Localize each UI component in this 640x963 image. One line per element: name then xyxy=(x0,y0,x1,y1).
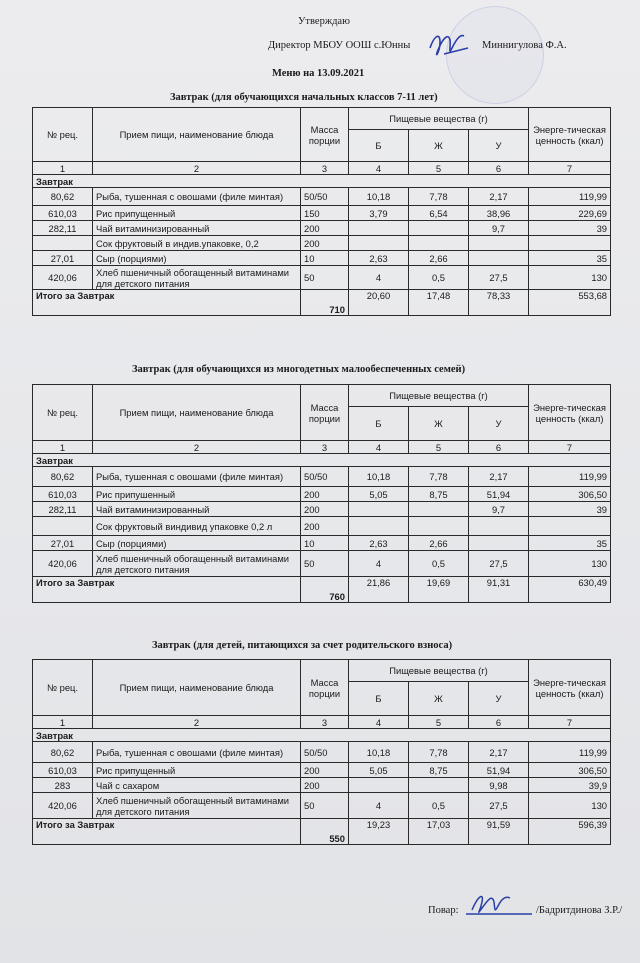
carbs: 2,17 xyxy=(469,742,529,763)
energy: 119,99 xyxy=(529,188,611,206)
column-number: 7 xyxy=(529,441,611,454)
col-nutrients-header: Пищевые вещества (г) xyxy=(349,385,529,407)
col-zh-header: Ж xyxy=(409,407,469,441)
energy: 130 xyxy=(529,266,611,290)
header-row xyxy=(33,108,611,130)
table-row xyxy=(33,763,611,778)
protein xyxy=(349,502,409,517)
column-number: 1 xyxy=(33,441,93,454)
director-name: Миннигулова Ф.А. xyxy=(482,40,567,51)
total-row xyxy=(33,290,611,316)
carbs xyxy=(469,236,529,251)
approve-label: Утверждаю xyxy=(298,16,350,27)
column-number-row xyxy=(33,441,611,454)
total-mass: 760 xyxy=(301,577,349,603)
col-energy-header: Энерге-тическая ценность (ккал) xyxy=(529,385,611,441)
menu-table-2 xyxy=(32,384,611,603)
director-line: Директор МБОУ ООШ с.Юнны xyxy=(268,40,411,51)
fat: 2,66 xyxy=(409,536,469,551)
col-nutrients-header: Пищевые вещества (г) xyxy=(349,108,529,130)
protein: 10,18 xyxy=(349,742,409,763)
column-number-row xyxy=(33,162,611,175)
protein xyxy=(349,236,409,251)
dish-name: Рис припущенный xyxy=(93,763,301,778)
dish-name: Хлеб пшеничный обогащенный витаминами для детского питания xyxy=(93,266,301,290)
carbs: 9,7 xyxy=(469,221,529,236)
column-number: 1 xyxy=(33,716,93,729)
dish-name: Рыба, тушенная с овошами (филе минтая) xyxy=(93,188,301,206)
total-protein: 19,23 xyxy=(349,819,409,845)
column-number: 3 xyxy=(301,162,349,175)
column-number: 4 xyxy=(349,716,409,729)
meal-row xyxy=(33,175,611,188)
rec-number: 610,03 xyxy=(33,763,93,778)
header-row xyxy=(33,660,611,682)
protein: 4 xyxy=(349,793,409,819)
col-energy-header: Энерге-тическая ценность (ккал) xyxy=(529,108,611,162)
mass: 50 xyxy=(301,551,349,577)
col-dish-header: Прием пищи, наименование блюда xyxy=(93,108,301,162)
mass: 200 xyxy=(301,221,349,236)
menu-table-1 xyxy=(32,107,611,316)
section-3-title: Завтрак (для детей, питающихся за счет родительского взноса) xyxy=(152,640,453,651)
mass: 200 xyxy=(301,778,349,793)
carbs: 27,5 xyxy=(469,551,529,577)
menu-table-3 xyxy=(32,659,611,845)
energy: 39 xyxy=(529,221,611,236)
protein: 2,63 xyxy=(349,536,409,551)
total-energy: 553,68 xyxy=(529,290,611,316)
rec-number xyxy=(33,517,93,536)
col-mass-header: Масса порции xyxy=(301,385,349,441)
col-b-header: Б xyxy=(349,130,409,162)
energy xyxy=(529,517,611,536)
fat: 7,78 xyxy=(409,742,469,763)
carbs: 51,94 xyxy=(469,487,529,502)
col-mass-header: Масса порции xyxy=(301,108,349,162)
carbs: 27,5 xyxy=(469,793,529,819)
dish-name: Чай витаминизированный xyxy=(93,502,301,517)
table-row xyxy=(33,793,611,819)
dish-name: Рис припущенный xyxy=(93,206,301,221)
column-number: 5 xyxy=(409,162,469,175)
rec-number xyxy=(33,236,93,251)
total-energy: 630,49 xyxy=(529,577,611,603)
energy: 119,99 xyxy=(529,742,611,763)
col-b-header: Б xyxy=(349,407,409,441)
dish-name: Рис припушенный xyxy=(93,487,301,502)
dish-name: Сыр (порциями) xyxy=(93,251,301,266)
fat xyxy=(409,517,469,536)
rec-number: 610,03 xyxy=(33,487,93,502)
cook-label: Повар: xyxy=(428,905,459,916)
total-mass: 710 xyxy=(301,290,349,316)
energy: 306,50 xyxy=(529,487,611,502)
table-row xyxy=(33,188,611,206)
column-number: 7 xyxy=(529,716,611,729)
protein: 5,05 xyxy=(349,763,409,778)
column-number: 2 xyxy=(93,162,301,175)
dish-name: Сок фруктовый виндивид упаковке 0,2 л xyxy=(93,517,301,536)
total-fat: 17,48 xyxy=(409,290,469,316)
meal-row xyxy=(33,454,611,467)
rec-number: 27,01 xyxy=(33,251,93,266)
protein: 10,18 xyxy=(349,188,409,206)
carbs: 51,94 xyxy=(469,763,529,778)
carbs: 27,5 xyxy=(469,266,529,290)
column-number: 4 xyxy=(349,441,409,454)
mass: 200 xyxy=(301,517,349,536)
total-row xyxy=(33,819,611,845)
col-energy-header: Энерге-тическая ценность (ккал) xyxy=(529,660,611,716)
energy: 39,9 xyxy=(529,778,611,793)
total-label: Итого за Завтрак xyxy=(33,577,301,603)
col-zh-header: Ж xyxy=(409,130,469,162)
dish-name: Рыба, тушенная с овошами (филе минтая) xyxy=(93,467,301,487)
menu-title: Меню на 13.09.2021 xyxy=(272,68,365,79)
total-label: Итого за Завтрак xyxy=(33,290,301,316)
fat: 7,78 xyxy=(409,188,469,206)
mass: 10 xyxy=(301,536,349,551)
col-dish-header: Прием пищи, наименование блюда xyxy=(93,660,301,716)
dish-name: Сыр (порциями) xyxy=(93,536,301,551)
column-number: 6 xyxy=(469,162,529,175)
energy: 35 xyxy=(529,536,611,551)
energy xyxy=(529,236,611,251)
dish-name: Чай витаминизированный xyxy=(93,221,301,236)
header-row xyxy=(33,385,611,407)
dish-name: Хлеб пшеничный обогащенный витаминами для детского питания xyxy=(93,793,301,819)
fat: 8,75 xyxy=(409,763,469,778)
mass: 50 xyxy=(301,793,349,819)
col-dish-header: Прием пищи, наименование блюда xyxy=(93,385,301,441)
fat: 8,75 xyxy=(409,487,469,502)
table-row xyxy=(33,206,611,221)
energy: 130 xyxy=(529,793,611,819)
carbs xyxy=(469,251,529,266)
director-signature xyxy=(424,26,472,64)
section-2-title: Завтрак (для обучающихся из многодетных малообеспеченных семей) xyxy=(132,364,466,375)
col-nutrients-header: Пищевые вещества (г) xyxy=(349,660,529,682)
rec-number: 420,06 xyxy=(33,266,93,290)
fat: 7,78 xyxy=(409,467,469,487)
protein xyxy=(349,221,409,236)
total-protein: 21,86 xyxy=(349,577,409,603)
table-row xyxy=(33,266,611,290)
col-u-header: У xyxy=(469,682,529,716)
total-fat: 17,03 xyxy=(409,819,469,845)
energy: 35 xyxy=(529,251,611,266)
dish-name: Чай с сахаром xyxy=(93,778,301,793)
fat: 0,5 xyxy=(409,793,469,819)
total-mass: 550 xyxy=(301,819,349,845)
col-u-header: У xyxy=(469,130,529,162)
mass: 200 xyxy=(301,502,349,517)
column-number: 7 xyxy=(529,162,611,175)
rec-number: 283 xyxy=(33,778,93,793)
column-number: 6 xyxy=(469,716,529,729)
mass: 10 xyxy=(301,251,349,266)
column-number: 4 xyxy=(349,162,409,175)
table-row xyxy=(33,487,611,502)
total-fat: 19,69 xyxy=(409,577,469,603)
meal-label: Завтрак xyxy=(33,729,611,742)
carbs: 9,98 xyxy=(469,778,529,793)
carbs: 38,96 xyxy=(469,206,529,221)
mass: 50 xyxy=(301,266,349,290)
protein: 2,63 xyxy=(349,251,409,266)
table-row xyxy=(33,778,611,793)
table-row xyxy=(33,221,611,236)
dish-name: Рыба, тушенная с овошами (филе минтая) xyxy=(93,742,301,763)
rec-number: 80,62 xyxy=(33,188,93,206)
mass: 200 xyxy=(301,763,349,778)
dish-name: Сок фруктовый в индив.упаковке, 0,2 xyxy=(93,236,301,251)
column-number: 2 xyxy=(93,441,301,454)
protein: 4 xyxy=(349,266,409,290)
fat: 0,5 xyxy=(409,266,469,290)
energy: 130 xyxy=(529,551,611,577)
col-rec-header: № рец. xyxy=(33,385,93,441)
table-row xyxy=(33,517,611,536)
col-u-header: У xyxy=(469,407,529,441)
col-rec-header: № рец. xyxy=(33,660,93,716)
rec-number: 80,62 xyxy=(33,467,93,487)
energy: 119,99 xyxy=(529,467,611,487)
protein: 4 xyxy=(349,551,409,577)
column-number-row xyxy=(33,716,611,729)
total-carbs: 91,31 xyxy=(469,577,529,603)
carbs: 2,17 xyxy=(469,188,529,206)
rec-number: 282,11 xyxy=(33,221,93,236)
rec-number: 282,11 xyxy=(33,502,93,517)
cook-name: /Бадритдинова З.Р./ xyxy=(536,905,623,916)
carbs xyxy=(469,517,529,536)
mass: 200 xyxy=(301,487,349,502)
fat: 0,5 xyxy=(409,551,469,577)
carbs: 9,7 xyxy=(469,502,529,517)
fat xyxy=(409,236,469,251)
total-row xyxy=(33,577,611,603)
table-row xyxy=(33,502,611,517)
energy: 39 xyxy=(529,502,611,517)
mass: 50/50 xyxy=(301,467,349,487)
col-zh-header: Ж xyxy=(409,682,469,716)
table-row xyxy=(33,742,611,763)
protein: 5,05 xyxy=(349,487,409,502)
carbs xyxy=(469,536,529,551)
section-1-title: Завтрак (для обучающихся начальных классов 7-11 лет) xyxy=(170,92,438,103)
fat xyxy=(409,502,469,517)
meal-label: Завтрак xyxy=(33,454,611,467)
rec-number: 80,62 xyxy=(33,742,93,763)
column-number: 5 xyxy=(409,716,469,729)
rec-number: 420,06 xyxy=(33,793,93,819)
protein xyxy=(349,517,409,536)
column-number: 3 xyxy=(301,716,349,729)
protein: 10,18 xyxy=(349,467,409,487)
total-label: Итого за Завтрак xyxy=(33,819,301,845)
fat: 2,66 xyxy=(409,251,469,266)
protein xyxy=(349,778,409,793)
energy: 306,50 xyxy=(529,763,611,778)
rec-number: 27,01 xyxy=(33,536,93,551)
table-row xyxy=(33,236,611,251)
mass: 50/50 xyxy=(301,188,349,206)
dish-name: Хлеб пшеничный обогащенный витаминами для детского питания xyxy=(93,551,301,577)
rec-number: 610,03 xyxy=(33,206,93,221)
table-row xyxy=(33,251,611,266)
table-row xyxy=(33,551,611,577)
meal-label: Завтрак xyxy=(33,175,611,188)
energy: 229,69 xyxy=(529,206,611,221)
mass: 50/50 xyxy=(301,742,349,763)
column-number: 5 xyxy=(409,441,469,454)
rec-number: 420,06 xyxy=(33,551,93,577)
fat xyxy=(409,778,469,793)
column-number: 2 xyxy=(93,716,301,729)
total-protein: 20,60 xyxy=(349,290,409,316)
col-rec-header: № рец. xyxy=(33,108,93,162)
carbs: 2,17 xyxy=(469,467,529,487)
col-b-header: Б xyxy=(349,682,409,716)
meal-row xyxy=(33,729,611,742)
protein: 3,79 xyxy=(349,206,409,221)
table-row xyxy=(33,467,611,487)
column-number: 3 xyxy=(301,441,349,454)
fat xyxy=(409,221,469,236)
column-number: 6 xyxy=(469,441,529,454)
mass: 150 xyxy=(301,206,349,221)
mass: 200 xyxy=(301,236,349,251)
fat: 6,54 xyxy=(409,206,469,221)
total-carbs: 78,33 xyxy=(469,290,529,316)
cook-signature xyxy=(464,886,536,920)
col-mass-header: Масса порции xyxy=(301,660,349,716)
total-carbs: 91,59 xyxy=(469,819,529,845)
table-row xyxy=(33,536,611,551)
total-energy: 596,39 xyxy=(529,819,611,845)
column-number: 1 xyxy=(33,162,93,175)
